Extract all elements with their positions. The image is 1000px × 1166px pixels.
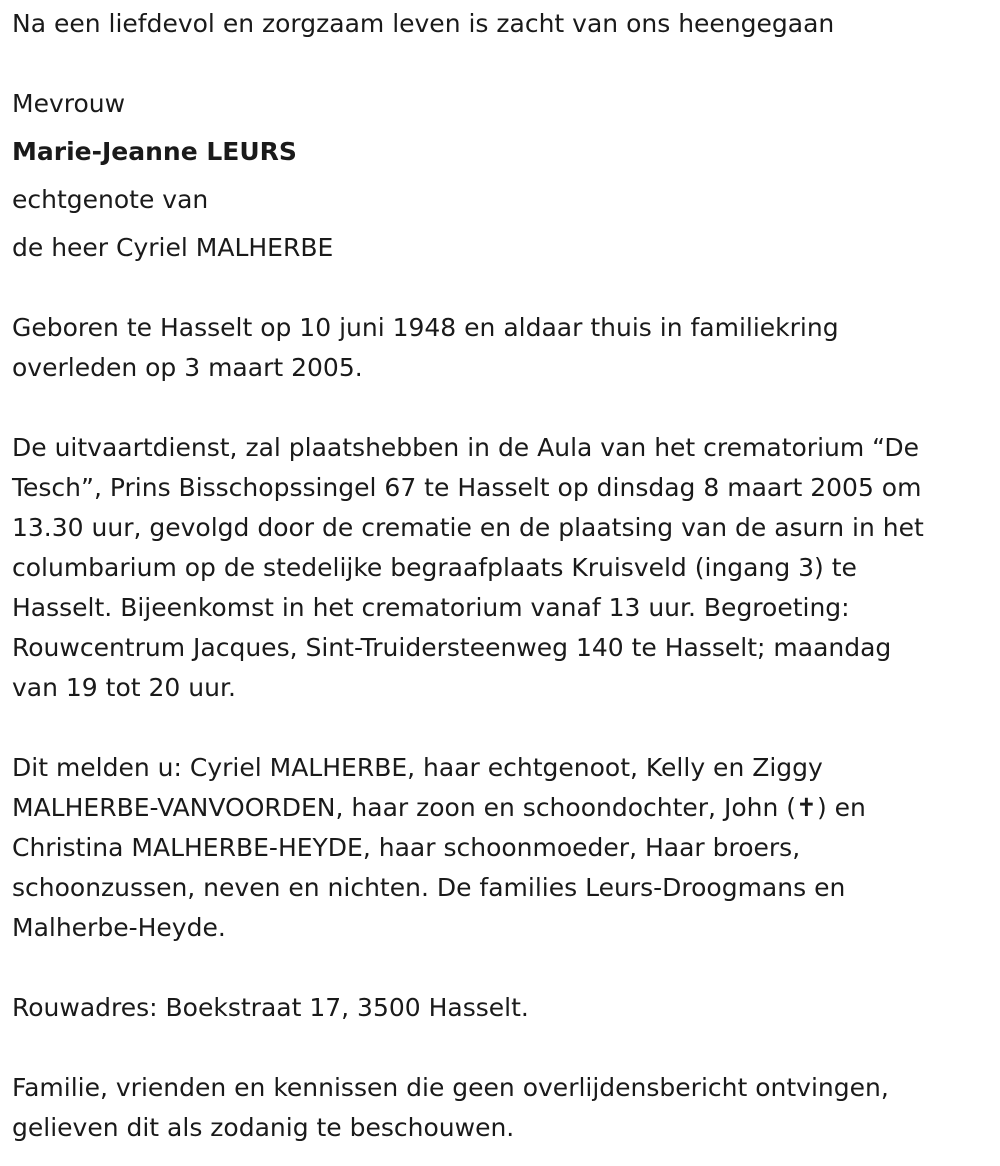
spacer xyxy=(12,948,988,988)
funeral-paragraph xyxy=(12,428,988,708)
spacer xyxy=(12,388,988,428)
funeral-line: 13.30 uur, gevolgd door de crematie en de plaatsing van de asurn in het xyxy=(12,513,924,542)
spacer xyxy=(12,708,988,748)
spacer xyxy=(12,1028,988,1068)
announcers-paragraph xyxy=(12,748,988,948)
mourning-address: Rouwadres: Boekstraat 17, 3500 Hasselt. xyxy=(12,993,529,1022)
funeral-line: Hasselt. Bijeenkomst in het crematorium vanaf 13 uur. Begroeting: xyxy=(12,593,850,622)
birth-death-line: Geboren te Hasselt op 10 juni 1948 en aldaar thuis in familiekring xyxy=(12,313,839,342)
funeral-line: Rouwcentrum Jacques, Sint-Truidersteenweg 140 te Hasselt; maandag xyxy=(12,633,892,662)
announcers-line: Christina MALHERBE-HEYDE, haar schoonmoeder, Haar broers, xyxy=(12,833,801,862)
spouse-name: de heer Cyriel MALHERBE xyxy=(12,233,334,262)
closing-line: Familie, vrienden en kennissen die geen overlijdensbericht ontvingen, xyxy=(12,1073,889,1102)
announcers-line: MALHERBE-VANVOORDEN, haar zoon en schoondochter, John (✝) en xyxy=(12,793,866,822)
funeral-line: van 19 tot 20 uur. xyxy=(12,673,236,702)
spacer xyxy=(12,44,988,84)
spacer xyxy=(12,268,988,308)
funeral-line: De uitvaartdienst, zal plaatshebben in de Aula van het crematorium “De xyxy=(12,433,919,462)
announcers-line: schoonzussen, neven en nichten. De families Leurs-Droogmans en xyxy=(12,873,846,902)
announcers-line: Dit melden u: Cyriel MALHERBE, haar echtgenoot, Kelly en Ziggy xyxy=(12,753,823,782)
relation-text: echtgenote van xyxy=(12,185,209,214)
closing-paragraph xyxy=(12,1068,988,1148)
announcers-line: Malherbe-Heyde. xyxy=(12,913,226,942)
intro-line: Na een liefdevol en zorgzaam leven is zacht van ons heengegaan xyxy=(12,9,835,38)
birth-death-paragraph xyxy=(12,308,988,388)
closing-line: gelieven dit als zodanig te beschouwen. xyxy=(12,1113,515,1142)
funeral-line: Tesch”, Prins Bisschopssingel 67 te Hasselt op dinsdag 8 maart 2005 om xyxy=(12,473,922,502)
birth-death-line: overleden op 3 maart 2005. xyxy=(12,353,363,382)
funeral-line: columbarium op de stedelijke begraafplaats Kruisveld (ingang 3) te xyxy=(12,553,857,582)
deceased-name: Marie-Jeanne LEURS xyxy=(12,137,297,166)
title-prefix: Mevrouw xyxy=(12,89,126,118)
